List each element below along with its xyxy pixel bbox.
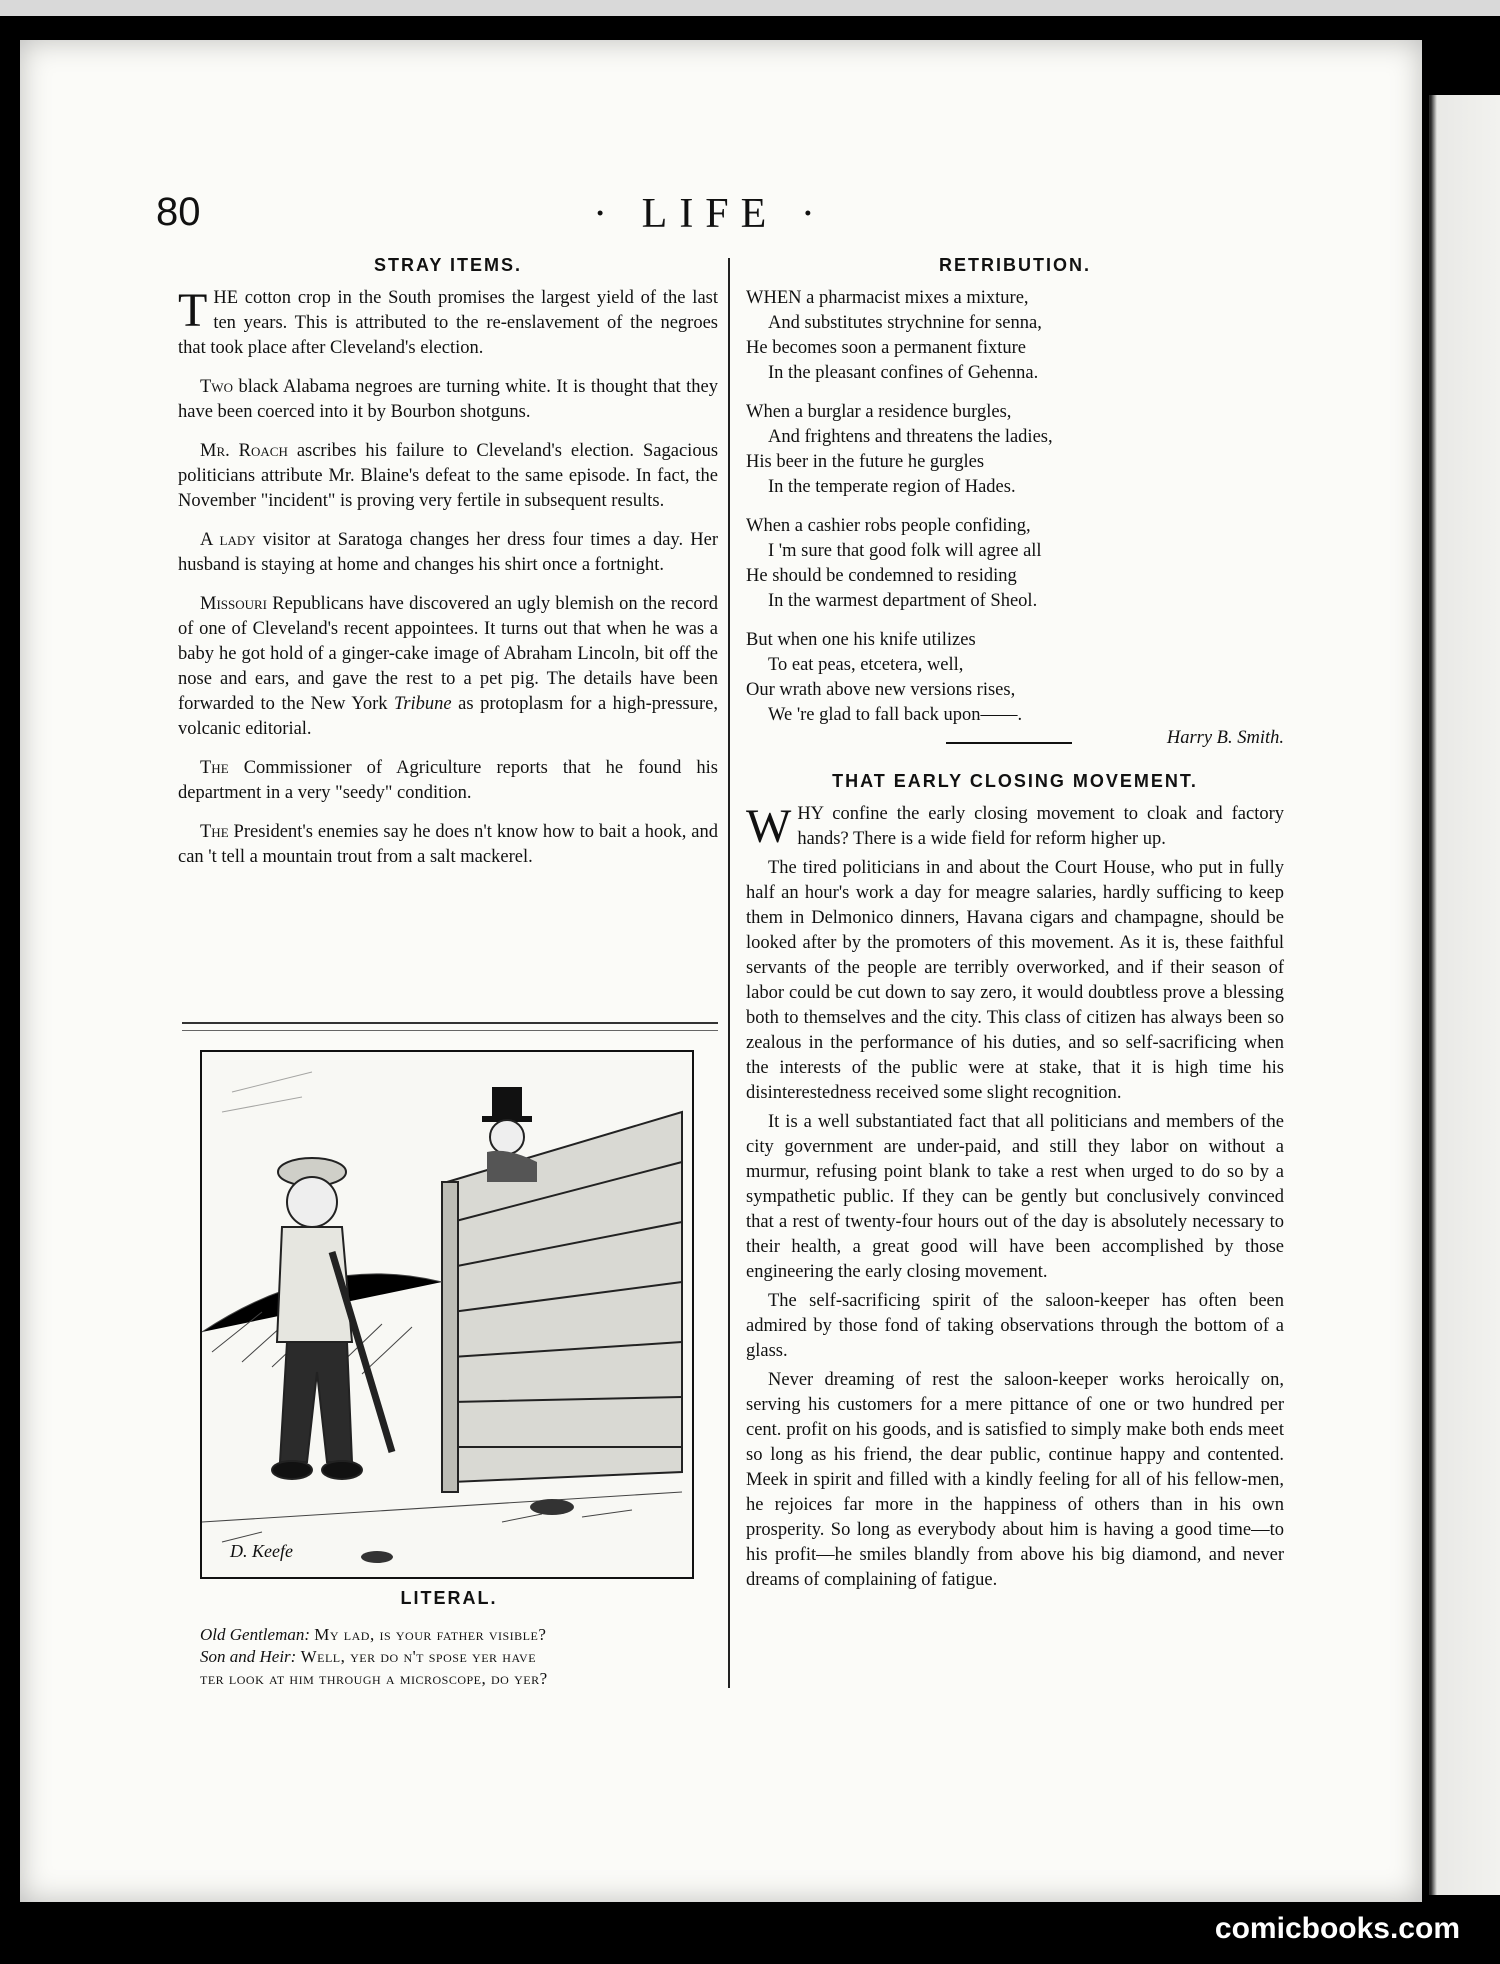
- poem-line: And frightens and threatens the ladies,: [768, 427, 1053, 447]
- stray-item: THE cotton crop in the South promises the largest yield of the last ten years. This is attributed to the re-enslavement of the negroes that took place after Cleveland's election.: [178, 284, 718, 358]
- cartoon-drawing: [202, 1052, 692, 1577]
- poem-line: He should be condemned to residing: [746, 566, 1017, 586]
- stray-item: Two black Alabama negroes are turning white. It is thought that they have been coerced into it by Bourbon shotguns.: [178, 377, 718, 422]
- cartoon-caption-title: [180, 1588, 718, 1619]
- stray-item: Mr. Roach ascribes his failure to Cleveland's election. Sagacious politicians attribute Mr. Blaine's defeat to the same episode. In fact, the November "incident" is proving very fertile in subsequent results.: [178, 441, 719, 511]
- stray-items-list: [178, 286, 718, 870]
- poem-line: In the warmest department of Sheol.: [768, 591, 1038, 611]
- article-paragraph: It is a well substantiated fact that all politicians and members of the city government are under-paid, and still they labor on without a murmur, refusing point blank to take a rest when urged to do so by a sympathetic public. If they can be gently but conclusively convinced that a rest of twenty-four hours out of the day is absolutely necessary to their health, a great good will have been accomplished by those engineering the early closing movement.: [746, 1112, 1284, 1282]
- caption-line-1: [200, 1624, 720, 1646]
- site-watermark: comicbooks.com: [1214, 1912, 1460, 1945]
- early-closing-article: [746, 802, 1284, 1593]
- newspaper-name: Tribune: [394, 694, 452, 714]
- cartoon-illustration: [200, 1050, 694, 1579]
- poem-line: His beer in the future he gurgles: [746, 452, 985, 472]
- poem-line: But when one his knife utilizes: [746, 630, 976, 650]
- stray-item-lead: Two: [200, 377, 233, 397]
- cartoon-signature: D. Keefe: [230, 1541, 293, 1561]
- article-paragraph: The self-sacrificing spirit of the saloon-keeper has often been admired by those fond of taking observations through the bottom of a glass.: [746, 1291, 1284, 1361]
- stray-item-lead: A lady: [200, 530, 256, 550]
- caption-line-3: ter look at him through a microscope, do yer?: [200, 1669, 548, 1688]
- caption-text-1: My lad, is your father visible?: [314, 1625, 547, 1644]
- article-paragraph: WHY confine the early closing movement to cloak and factory hands? There is a wide field for reform higher up.: [746, 800, 1284, 853]
- section-rule: [182, 1022, 718, 1031]
- retribution-poem: [746, 286, 1284, 728]
- stray-item-lead: Missouri: [200, 594, 268, 614]
- left-column: [178, 255, 718, 884]
- caption-line-2: [200, 1646, 720, 1668]
- stray-item-lead: The: [200, 758, 229, 778]
- poem-line: He becomes soon a permanent fixture: [746, 338, 1026, 358]
- caption-speaker-2: Son and Heir:: [200, 1647, 297, 1666]
- article-paragraph: The tired politicians in and about the Court House, who put in fully half an hour's work a day for meagre salaries, hardly sufficing to keep them in Delmonico dinners, Havana cigars and champagne, should be looked after by the promoters of this movement. As it is, these faithful servants of the people are terribly overworked, and if their season of labor could be cut down to say zero, it would doubtless prove a blessing both to themselves and the city. This class of citizen has always been so zealous in the performance of his duties, and so self-sacrificing when the interests of the public were at stake, that it is high time his disinterestedness received some slight recognition.: [746, 858, 1284, 1103]
- poem-line: I 'm sure that good folk will agree all: [768, 541, 1042, 561]
- poem-line: When a cashier robs people confiding,: [746, 516, 1031, 536]
- stray-item: The President's enemies say he does n't know how to bait a hook, and can 't tell a mountain trout from a salt mackerel.: [178, 822, 718, 867]
- poem-line: When a burglar a residence burgles,: [746, 402, 1012, 422]
- cartoon-caption: [200, 1624, 720, 1690]
- caption-text-2: Well, yer do n't spose yer have: [300, 1647, 537, 1666]
- stray-item: A lady visitor at Saratoga changes her dress four times a day. Her husband is staying at home and changes his shirt once a fortnight.: [178, 530, 719, 575]
- column-divider: [728, 258, 730, 1688]
- stray-item-lead: The: [200, 822, 229, 842]
- poem-stanza: [746, 514, 1284, 614]
- caption-heading: LITERAL.: [400, 1588, 498, 1608]
- poem-line: To eat peas, etcetera, well,: [768, 655, 964, 675]
- poem-line: In the pleasant confines of Gehenna.: [768, 363, 1039, 383]
- stray-item: Missouri Republicans have discovered an ugly blemish on the record of one of Cleveland's recent appointees. It turns out that when he was a baby he got hold of a ginger-cake image of Abraham Lincoln, bit off the nose and ears, and gave the rest to a pet pig. The details have been forwarded to the New York Tribune as protoplasm for a high-pressure, volcanic editorial.: [178, 594, 718, 739]
- poem-stanza: [746, 400, 1284, 500]
- poem-line: We 're glad to fall back upon——.: [768, 705, 1023, 725]
- retribution-title: RETRIBUTION.: [939, 255, 1091, 275]
- poem-line: And substitutes strychnine for senna,: [768, 313, 1042, 333]
- poem-stanza: [746, 628, 1284, 728]
- page-number: 80: [156, 190, 201, 234]
- poem-line: WHEN a pharmacist mixes a mixture,: [746, 288, 1029, 308]
- stray-item: The Commissioner of Agriculture reports that he found his department in a very "seedy" condition.: [178, 758, 718, 803]
- early-closing-title: THAT EARLY CLOSING MOVEMENT.: [832, 771, 1198, 791]
- adjacent-page-edge: [1425, 95, 1500, 1895]
- stray-item-lead: HE: [213, 288, 238, 308]
- drop-cap: T: [178, 284, 208, 337]
- caption-speaker-1: Old Gentleman:: [200, 1625, 311, 1644]
- drop-cap: W: [746, 800, 792, 853]
- stray-items-title: STRAY ITEMS.: [373, 255, 523, 275]
- poem-author: Harry B. Smith.: [1166, 728, 1284, 748]
- right-column: [746, 255, 1284, 1597]
- poem-stanza: [746, 286, 1284, 386]
- article-paragraph: Never dreaming of rest the saloon-keeper works heroically on, serving his customers for a mere pittance of one or two hundred per cent. profit on his goods, and is satisfied to simply make both ends meet so long as his friend, the dear public, continue happy and contented. Meek in spirit and filled with a kindly feeling for all of his fellow-men, he rejoices far more in the happiness of others than in his own prosperity. So long as everybody about him is having a good time—to his profit—he smiles blandly from above his big diamond, and never dreams of complaining of fatigue.: [746, 1370, 1284, 1590]
- poem-line: In the temperate region of Hades.: [768, 477, 1016, 497]
- masthead: · LIFE ·: [593, 191, 827, 237]
- poem-line: Our wrath above new versions rises,: [746, 680, 1016, 700]
- stray-item-lead: Mr. Roach: [200, 441, 288, 461]
- scan-top-band: [0, 0, 1500, 16]
